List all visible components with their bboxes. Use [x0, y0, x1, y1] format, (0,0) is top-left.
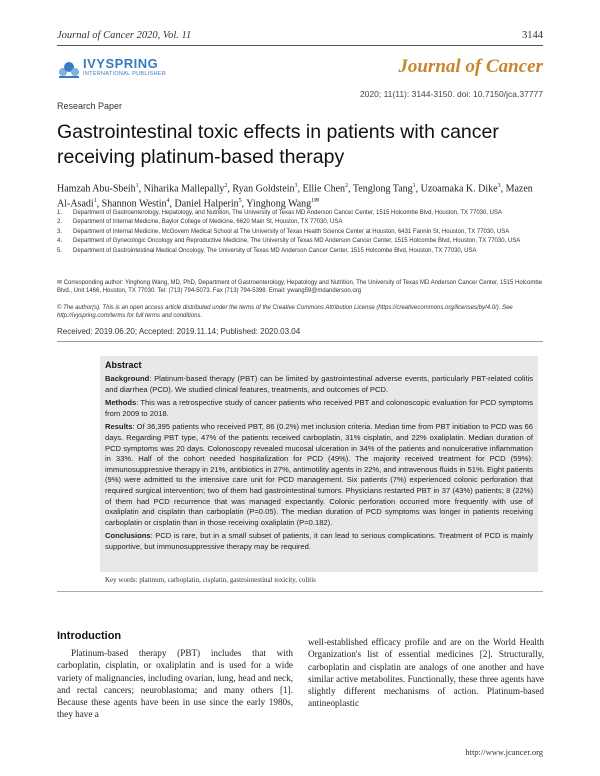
affiliation-number: 3. — [57, 228, 63, 235]
author-list: Hamzah Abu-Sbeih$^1$, Niharika Mallepally$^2$, Ryan Goldstein$^3$, Ellie Chen$^2$, Tenglong Tang$^1$, Uzoamaka K. Dike$^3$, Mazen Al-Asadi$^1$, Shannon Westin$^4$, Daniel Halperin$^5$, Yinghong Wang$^{1✉}$ — [57, 183, 533, 210]
author-affiliation-marker: 2 — [345, 183, 349, 189]
footer-link[interactable]: http://www.jcancer.org — [465, 747, 543, 757]
author-affiliation-marker: 3 — [497, 183, 501, 189]
abstract-conclusions: Conclusions: PCD is rare, but in a small subset of patients, it can lead to serious complications. Treatment of PCD is mainly supportive, but immunosuppressive therapy may be required. — [105, 531, 533, 551]
affiliation-text: Department of Internal Medicine, Baylor College of Medicine, 6620 Main St, Houston, TX 77030, USA — [73, 219, 343, 226]
author-name: Tenglong Tang — [352, 183, 413, 195]
abstract-heading: Abstract — [105, 360, 142, 370]
author-name: Uzoamaka K. Dike — [420, 183, 498, 195]
affiliation-text: Department of Internal Medicine, McGovern Medical School at The University of Texas Health Science Center at Houston, 6431 Fannin St, Houston, TX 77030, USA — [73, 228, 510, 235]
author-affiliation-marker: 1 — [93, 198, 97, 205]
affiliation-item — [57, 218, 543, 226]
abstract-results: Results: Of 36,395 patients who received PBT, 86 (0.2%) met inclusion criteria. Median time from PBT initiation to PCD was 66 days. Regarding PBT type, 47% of the patients received carboplatin, 31% cisplatin, and 22% oxaliplatin. Median duration of PCD symptoms was 20 days. Colonoscopy revealed mucosal ulceration in 34% of the patients and nonulcerative inflammation in 33%. Half of the cohort needed hospitalization for PCD (49%). The majority received treatment for PCD (59%): immunosuppressive therapy in 21%, antibiotics in 27%, antimotility agents in 22%, and intravenous fluids in 51%. Eight patients (9%) were admitted to the intensive care unit for PCD management. Six patients (7%) experienced colonic perforation that required surgical intervention; two of them had gastrointestinal tumors. Physicians restarted PBT in 37 (43%) patients; 8 (22%) of them had PCD recurrence that was managed expectantly. Colonic perforation occurred more frequently with use of oxaliplatin and cisplatin than carboplatin (P=0.05). The median duration of PCD symptoms was longer in patients receiving carboplatin or cisplatin than in those receiving oxaliplatin (P=0.182). — [105, 422, 533, 527]
article-title: Gastrointestinal toxic effects in patients with cancer receiving platinum-based therapy — [57, 121, 499, 168]
corresponding-author: ✉ Corresponding author: Yinghong Wang, MD, PhD, Department of Gastroenterology, Hepatology and Nutrition, The University of Texas MD Anderson Cancer Center, 1515 Holcombe Blvd., Unit 1466, Houston, TX 77030. Tel: (713) 794-5073. Fax (713) 794-5398. Email: ywang59@mdanderson.org — [57, 280, 543, 295]
citation-doi: 2020; 11(11): 3144-3150. doi: 10.7150/jca.37777 — [359, 89, 543, 99]
affiliation-number: 4. — [57, 238, 63, 245]
affiliation-item — [57, 247, 543, 255]
author-name: Shannon Westin — [101, 198, 167, 210]
author-affiliation-marker: 1✉ — [311, 198, 320, 205]
keywords: Key words: platinum, carboplatin, cisplatin, gastrointestinal toxicity, colitis — [105, 576, 316, 584]
affiliation-item — [57, 228, 543, 236]
publisher-subtitle: INTERNATIONAL PUBLISHER — [83, 71, 166, 77]
author-name: Mazen Al-Asadi — [57, 183, 533, 210]
affiliation-item — [57, 237, 543, 245]
affiliation-list — [57, 209, 543, 256]
affiliation-number: 5. — [57, 247, 63, 254]
abstract-label: Background — [105, 374, 150, 383]
author-affiliation-marker: 4 — [166, 198, 170, 205]
journal-logo[interactable]: Journal of Cancer — [398, 56, 543, 77]
author-name: Yinghong Wang — [246, 198, 312, 210]
abstract-methods: Methods: This was a retrospective study of cancer patients who received PBT and colonoscopic evaluation for PCD symptoms from 2009 to 2018. — [105, 398, 533, 418]
publisher-name: IVYSPRING — [83, 56, 159, 71]
publication-dates: Received: 2019.06.20; Accepted: 2019.11.14; Published: 2020.03.04 — [57, 327, 301, 336]
abstract-background: Background: Platinum-based therapy (PBT) can be limited by gastrointestinal adverse events, particularly PBT-related colitis and diarrhea (PCD). We studied clinical features, treatments, and outcomes of PCD. — [105, 374, 533, 394]
author-affiliation-marker: 5 — [238, 198, 242, 205]
author-name: Hamzah Abu-Sbeih — [57, 183, 136, 195]
keywords-divider — [57, 591, 543, 592]
license-notice: © The author(s). This is an open access article distributed under the terms of the Creative Commons Attribution License (https://creativecommons.org/licenses/by/4.0/). See http://ivyspring.com/terms for full terms and conditions. — [57, 305, 513, 320]
body-column-right: well-established efficacy profile and are on the World Health Organization's list of essential medicines [2]. Structurally, carboplatin and cisplatin are analogs of one another and have similar active metabolites. Functionally, these three agents have slightly different mechanisms of action. Platinum-based antineoplastic — [308, 637, 544, 709]
author-name: Niharika Mallepally — [143, 183, 225, 195]
abstract-label: Results — [105, 422, 133, 432]
affiliation-text: Department of Gastroenterology, Hepatology, and Nutrition, The University of Texas MD Anderson Cancer Center, 1515 Holcombe Blvd, Houston, TX 77030, USA — [73, 210, 503, 216]
affiliation-text: Department of Gastrointestinal Medical Oncology, The University of Texas MD Anderson Cancer Center, 1515 Holcombe Blvd, Houston, TX 77030, USA — [73, 247, 477, 254]
body-column-left: Platinum-based therapy (PBT) includes that with carboplatin, cisplatin, or oxaliplatin and is used for a wide variety of malignancies, including ovarian, lung, head and neck, and rectal cancers; neuroblastoma; and many others [1]. Because these agents have been in use since the early 1980s, they have a — [57, 648, 293, 720]
author-affiliation-marker: 1 — [412, 183, 416, 189]
dates-divider — [57, 341, 543, 342]
header-divider — [57, 45, 543, 46]
section-heading-introduction: Introduction — [57, 630, 122, 642]
author-name: Ellie Chen — [302, 183, 346, 195]
author-affiliation-marker: 3 — [294, 183, 298, 189]
affiliation-number: 1. — [57, 210, 63, 216]
article-type: Research Paper — [57, 101, 123, 111]
affiliation-number: 2. — [57, 219, 63, 226]
abstract-label: Methods — [105, 398, 137, 408]
author-affiliation-marker: 2 — [224, 183, 228, 189]
ivyspring-logo[interactable] — [57, 55, 187, 83]
abstract-body — [105, 374, 533, 556]
journal-running-head: Journal of Cancer 2020, Vol. 11 — [57, 30, 192, 41]
author-name: Daniel Halperin — [174, 198, 239, 210]
ivy-leaf-icon — [57, 58, 81, 80]
author-name: Ryan Goldstein — [232, 183, 295, 195]
affiliation-item — [57, 209, 543, 217]
page-number: 3144 — [522, 30, 543, 41]
author-affiliation-marker: 1 — [135, 183, 139, 189]
abstract-label: Conclusions — [105, 531, 151, 541]
affiliation-text: Department of Gynecologic Oncology and Reproductive Medicine, The University of Texas MD Anderson Cancer Center, 1515 Holcombe Blvd, Houston, TX 77030, USA — [73, 238, 521, 245]
